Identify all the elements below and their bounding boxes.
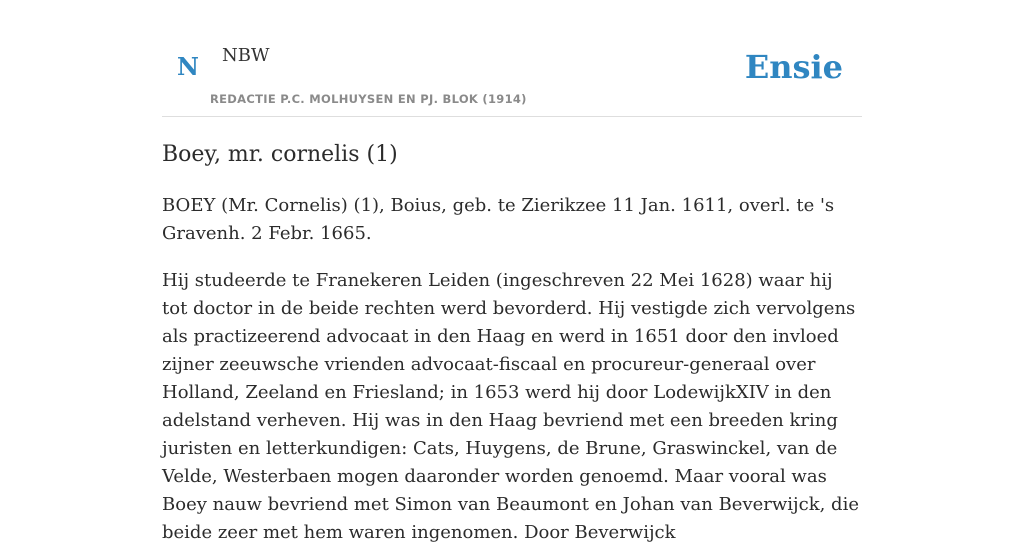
article (162, 138, 862, 547)
article-title: Boey, mr. cornelis (1) (162, 142, 398, 167)
ensie-logo-link[interactable]: Ensie (744, 48, 843, 86)
article-paragraph: Hij studeerde te Franekeren Leiden (ingeschreven 22 Mei 1628) waar hij tot doctor in de beide rechten werd bevorderd. Hij vestigde zich vervolgens als practizeerend advocaat in den Haag en werd in 1651 door den invloed zijner zeeuwsche vrienden advocaat-fiscaal en procureur-generaal over Holland, Zeeland en Friesland; in 1653 werd hij door LodewijkXIV in den adelstand verheven. Hij was in den Haag bevriend met een breeden kring juristen en letterkundigen: Cats, Huygens, de Brune, Graswinckel, van de Velde, Westerbaen mogen daaronder worden genoemd. Maar vooral was Boey nauw bevriend met Simon van Beaumont en Johan van Beverwijck, die beide zeer met hem waren ingenomen. Door Beverwijck (162, 270, 859, 543)
article-paragraph: BOEY (Mr. Cornelis) (1), Boius, geb. te Zierikzee 11 Jan. 1611, overl. te 's Gravenh. 2 Febr. 1665. (162, 195, 835, 244)
source-name: NBW (222, 45, 270, 66)
header (162, 0, 862, 117)
source-logo-link[interactable]: N (177, 52, 199, 81)
source-subtitle: REDACTIE P.C. MOLHUYSEN EN PJ. BLOK (1914) (210, 92, 527, 106)
